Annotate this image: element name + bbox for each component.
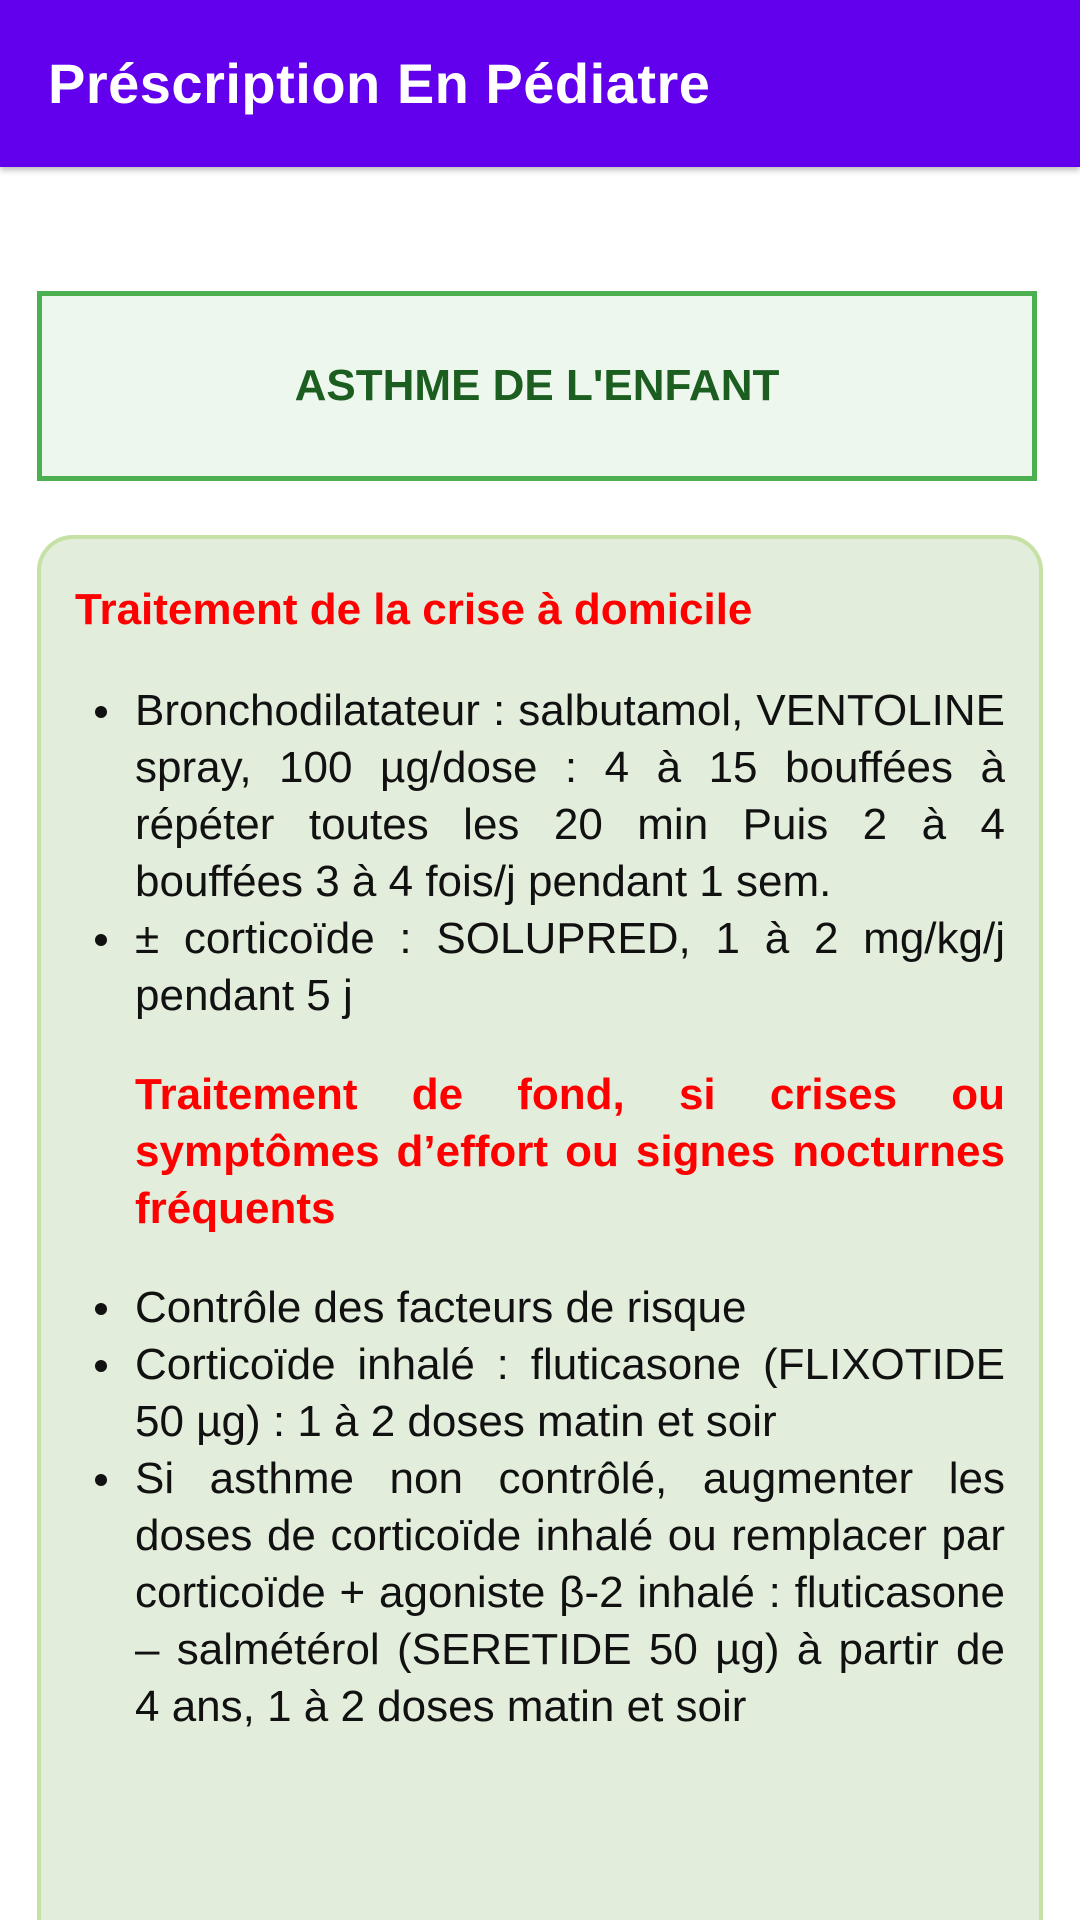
fond-list <box>75 1279 1005 1735</box>
crise-list <box>75 682 1005 1024</box>
app-title: Préscription En Pédiatre <box>48 52 711 115</box>
bullet-icon <box>95 934 107 946</box>
list-item <box>75 682 1005 910</box>
bullet-icon <box>95 1360 107 1372</box>
list-item <box>75 1336 1005 1450</box>
page-title: ASTHME DE L'ENFANT <box>294 361 780 410</box>
list-item <box>75 1450 1005 1735</box>
list-item-text: Corticoïde inhalé : fluticasone (FLIXOTIDE 50 µg) : 1 à 2 doses matin et soir <box>135 1340 1005 1446</box>
list-item-text: Contrôle des facteurs de risque <box>135 1283 747 1332</box>
page-title-box <box>37 291 1037 481</box>
list-item <box>75 1279 1005 1336</box>
content-scroll-area[interactable] <box>0 167 1080 1920</box>
list-item-text: Si asthme non contrôlé, augmenter les doses de corticoïde inhalé ou remplacer par corticoïde + agoniste β-2 inhalé : fluticasone – salmétérol (SERETIDE 50 µg) à partir de 4 ans, 1 à 2 doses matin et soir <box>135 1454 1005 1731</box>
section-heading-fond: Traitement de fond, si crises ou symptômes d’effort ou signes nocturnes fréquents <box>135 1070 1005 1233</box>
list-item <box>75 910 1005 1024</box>
app-bar <box>0 0 1080 167</box>
list-item-text: Bronchodilatateur : salbutamol, VENTOLINE spray, 100 µg/dose : 4 à 15 bouffées à répéter toutes les 20 min Puis 2 à 4 bouffées 3 à 4 fois/j pendant 1 sem. <box>135 686 1005 906</box>
list-item-text: ± corticoïde : SOLUPRED, 1 à 2 mg/kg/j pendant 5 j <box>135 914 1005 1020</box>
bullet-icon <box>95 1474 107 1486</box>
bullet-icon <box>95 1303 107 1315</box>
section-heading-crise: Traitement de la crise à domicile <box>75 585 753 634</box>
treatment-card <box>37 535 1043 1920</box>
bullet-icon <box>95 706 107 718</box>
